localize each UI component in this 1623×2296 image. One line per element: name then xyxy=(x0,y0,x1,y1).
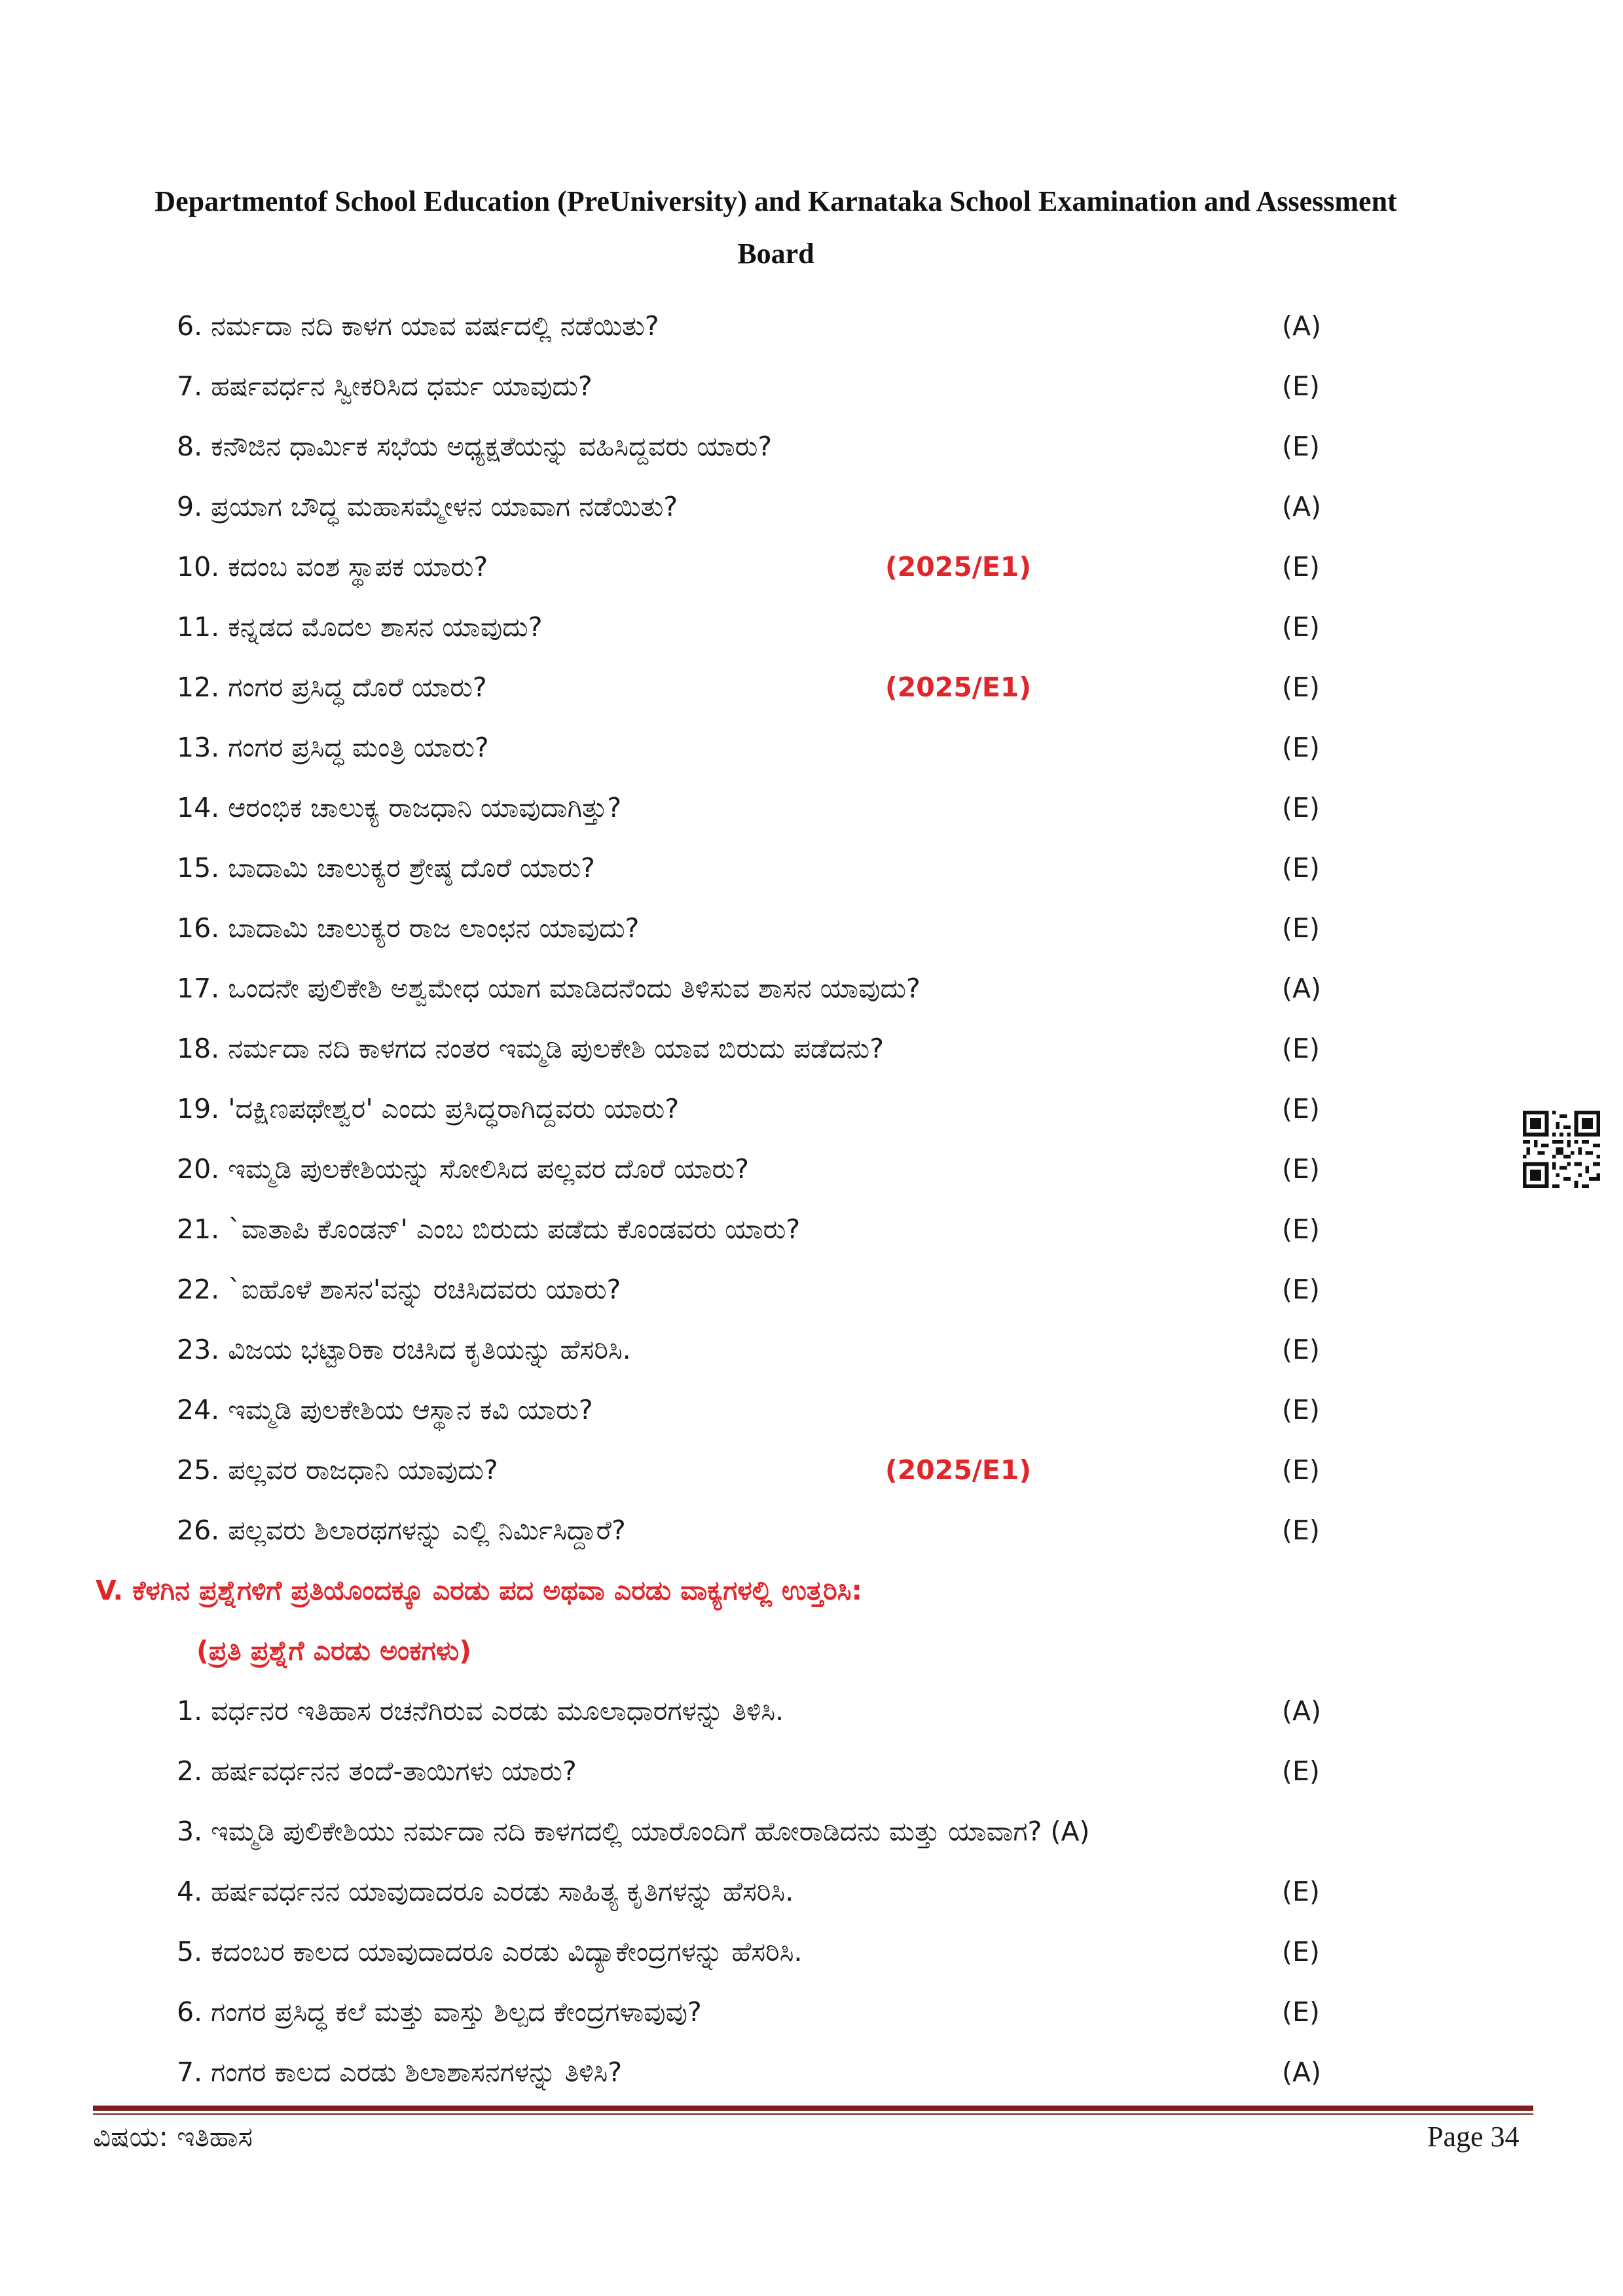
question-7: 7. ಹರ್ಷವರ್ಧನ ಸ್ವೀಕರಿಸಿದ ಧರ್ಮ ಯಾವುದು? xyxy=(177,370,593,402)
question-23-code: (E) xyxy=(1282,1334,1320,1365)
question-15: 15. ಬಾದಾಮಿ ಚಾಲುಕ್ಯರ ಶ್ರೇಷ್ಠ ದೊರೆ ಯಾರು? xyxy=(177,852,595,884)
question-9: 9. ಪ್ರಯಾಗ ಬೌದ್ಧ ಮಹಾಸಮ್ಮೇಳನ ಯಾವಾಗ ನಡೆಯಿತು? xyxy=(177,491,678,522)
question-10-code: (E) xyxy=(1282,551,1320,583)
document-header xyxy=(0,175,1552,280)
question-v-3: 3. ಇಮ್ಮಡಿ ಪುಲಿಕೇಶಿಯು ನರ್ಮದಾ ನದಿ ಕಾಳಗದಲ್ಲಿ ಯಾರೊಂದಿಗೆ ಹೋರಾಡಿದನು ಮತ್ತು ಯಾವಾಗ? (A) xyxy=(177,1816,1090,1847)
question-20: 20. ಇಮ್ಮಡಿ ಪುಲಕೇಶಿಯನ್ನು ಸೋಲಿಸಿದ ಪಲ್ಲವರ ದೊರೆ ಯಾರು? xyxy=(177,1153,750,1185)
question-24-code: (E) xyxy=(1282,1394,1320,1426)
question-v-7-code: (A) xyxy=(1282,2056,1322,2088)
question-16-code: (E) xyxy=(1282,912,1320,944)
question-24: 24. ಇಮ್ಮಡಿ ಪುಲಕೇಶಿಯ ಆಸ್ಥಾನ ಕವಿ ಯಾರು? xyxy=(177,1394,593,1426)
question-6: 6. ನರ್ಮದಾ ನದಿ ಕಾಳಗ ಯಾವ ವರ್ಷದಲ್ಲಿ ನಡೆಯಿತು? xyxy=(177,310,659,342)
question-v-4: 4. ಹರ್ಷವರ್ಧನನ ಯಾವುದಾದರೂ ಎರಡು ಸಾಹಿತ್ಯ ಕೃತಿಗಳನ್ನು ಹೆಸರಿಸಿ. xyxy=(177,1876,794,1907)
question-17-code: (A) xyxy=(1282,973,1322,1004)
footer-subject: ವಿಷಯ: ಇತಿಹಾಸ xyxy=(93,2121,253,2153)
question-v-5-code: (E) xyxy=(1282,1936,1320,1967)
section-v-title: V. ಕೆಳಗಿನ ಪ್ರಶ್ನೆಗಳಿಗೆ ಪ್ರತಿಯೊಂದಕ್ಕೂ ಎರಡು ಪದ ಅಥವಾ ಎರಡು ವಾಕ್ಯಗಳಲ್ಲಿ ಉತ್ತರಿಸಿ: xyxy=(96,1575,862,1606)
question-20-code: (E) xyxy=(1282,1153,1320,1185)
question-10-year-tag: (2025/E1) xyxy=(885,551,1032,583)
question-22: 22. `ಐಹೊಳೆ ಶಾಸನ'ವನ್ನು ರಚಿಸಿದವರು ಯಾರು? xyxy=(177,1274,621,1305)
question-19: 19. 'ದಕ್ಷಿಣಪಥೇಶ್ವರ' ಎಂದು ಪ್ರಸಿದ್ಧರಾಗಿದ್ದವರು ಯಾರು? xyxy=(177,1093,680,1124)
question-7-code: (E) xyxy=(1282,370,1320,402)
footer-rule-thick xyxy=(93,2106,1533,2111)
question-18: 18. ನರ್ಮದಾ ನದಿ ಕಾಳಗದ ನಂತರ ಇಮ್ಮಡಿ ಪುಲಕೇಶಿ ಯಾವ ಬಿರುದು ಪಡೆದನು? xyxy=(177,1033,884,1064)
question-v-2: 2. ಹರ್ಷವರ್ಧನನ ತಂದೆ-ತಾಯಿಗಳು ಯಾರು? xyxy=(177,1755,577,1787)
question-21: 21. `ವಾತಾಪಿ ಕೊಂಡನ್' ಎಂಬ ಬಿರುದು ಪಡೆದು ಕೊಂಡವರು ಯಾರು? xyxy=(177,1213,801,1245)
question-6-code: (A) xyxy=(1282,310,1322,342)
question-v-5: 5. ಕದಂಬರ ಕಾಲದ ಯಾವುದಾದರೂ ಎರಡು ವಿದ್ಯಾಕೇಂದ್ರಗಳನ್ನು ಹೆಸರಿಸಿ. xyxy=(177,1936,803,1967)
question-8-code: (E) xyxy=(1282,431,1320,462)
question-v-1-code: (A) xyxy=(1282,1695,1322,1727)
question-19-code: (E) xyxy=(1282,1093,1320,1124)
question-12-code: (E) xyxy=(1282,672,1320,703)
footer-rule-thin xyxy=(93,2113,1533,2115)
question-22-code: (E) xyxy=(1282,1274,1320,1305)
question-16: 16. ಬಾದಾಮಿ ಚಾಲುಕ್ಯರ ರಾಜ ಲಾಂಛನ ಯಾವುದು? xyxy=(177,912,640,944)
question-11-code: (E) xyxy=(1282,611,1320,643)
question-17: 17. ಒಂದನೇ ಪುಲಿಕೇಶಿ ಅಶ್ವಮೇಧ ಯಾಗ ಮಾಡಿದನೆಂದು ತಿಳಿಸುವ ಶಾಸನ ಯಾವುದು? xyxy=(177,973,921,1004)
section-v-marks: (ಪ್ರತಿ ಪ್ರಶ್ನೆಗೆ ಎರಡು ಅಂಕಗಳು) xyxy=(196,1635,471,1666)
question-14: 14. ಆರಂಭಿಕ ಚಾಲುಕ್ಯ ರಾಜಧಾನಿ ಯಾವುದಾಗಿತ್ತು? xyxy=(177,792,622,823)
question-12-year-tag: (2025/E1) xyxy=(885,672,1032,703)
question-15-code: (E) xyxy=(1282,852,1320,884)
header-line-2: Board xyxy=(737,238,814,270)
question-25: 25. ಪಲ್ಲವರ ರಾಜಧಾನಿ ಯಾವುದು? xyxy=(177,1454,498,1486)
question-12: 12. ಗಂಗರ ಪ್ರಸಿದ್ಧ ದೊರೆ ಯಾರು? xyxy=(177,672,487,703)
question-14-code: (E) xyxy=(1282,792,1320,823)
question-23: 23. ವಿಜಯ ಭಟ್ಟಾರಿಕಾ ರಚಿಸಿದ ಕೃತಿಯನ್ನು ಹೆಸರಿಸಿ. xyxy=(177,1334,631,1365)
question-13-code: (E) xyxy=(1282,732,1320,763)
header-line-1: Departmentof School Education (PreUniversity) and Karnataka School Examination and Assessment xyxy=(155,185,1397,217)
question-25-code: (E) xyxy=(1282,1454,1320,1486)
question-13: 13. ಗಂಗರ ಪ್ರಸಿದ್ಧ ಮಂತ್ರಿ ಯಾರು? xyxy=(177,732,489,763)
question-8: 8. ಕನೌಜಿನ ಧಾರ್ಮಿಕ ಸಭೆಯ ಅಧ್ಯಕ್ಷತೆಯನ್ನು ವಹಿಸಿದ್ದವರು ಯಾರು? xyxy=(177,431,773,462)
question-v-6: 6. ಗಂಗರ ಪ್ರಸಿದ್ಧ ಕಲೆ ಮತ್ತು ವಾಸ್ತು ಶಿಲ್ಪದ ಕೇಂದ್ರಗಳಾವುವು? xyxy=(177,1996,702,2028)
page-number: Page 34 xyxy=(1427,2121,1520,2153)
question-25-year-tag: (2025/E1) xyxy=(885,1454,1032,1486)
qr-code-icon xyxy=(1523,1111,1600,1188)
question-v-2-code: (E) xyxy=(1282,1755,1320,1787)
question-v-6-code: (E) xyxy=(1282,1996,1320,2028)
question-21-code: (E) xyxy=(1282,1213,1320,1245)
question-10: 10. ಕದಂಬ ವಂಶ ಸ್ಥಾಪಕ ಯಾರು? xyxy=(177,551,488,583)
question-v-7: 7. ಗಂಗರ ಕಾಲದ ಎರಡು ಶಿಲಾಶಾಸನಗಳನ್ನು ತಿಳಿಸಿ? xyxy=(177,2056,623,2088)
question-18-code: (E) xyxy=(1282,1033,1320,1064)
question-v-1: 1. ವರ್ಧನರ ಇತಿಹಾಸ ರಚನೆಗಿರುವ ಎರಡು ಮೂಲಾಧಾರಗಳನ್ನು ತಿಳಿಸಿ. xyxy=(177,1695,784,1727)
question-26-code: (E) xyxy=(1282,1515,1320,1546)
question-26: 26. ಪಲ್ಲವರು ಶಿಲಾರಥಗಳನ್ನು ಎಲ್ಲಿ ನಿರ್ಮಿಸಿದ್ದಾರೆ? xyxy=(177,1515,626,1546)
question-11: 11. ಕನ್ನಡದ ಮೊದಲ ಶಾಸನ ಯಾವುದು? xyxy=(177,611,543,643)
question-v-4-code: (E) xyxy=(1282,1876,1320,1907)
question-9-code: (A) xyxy=(1282,491,1322,522)
